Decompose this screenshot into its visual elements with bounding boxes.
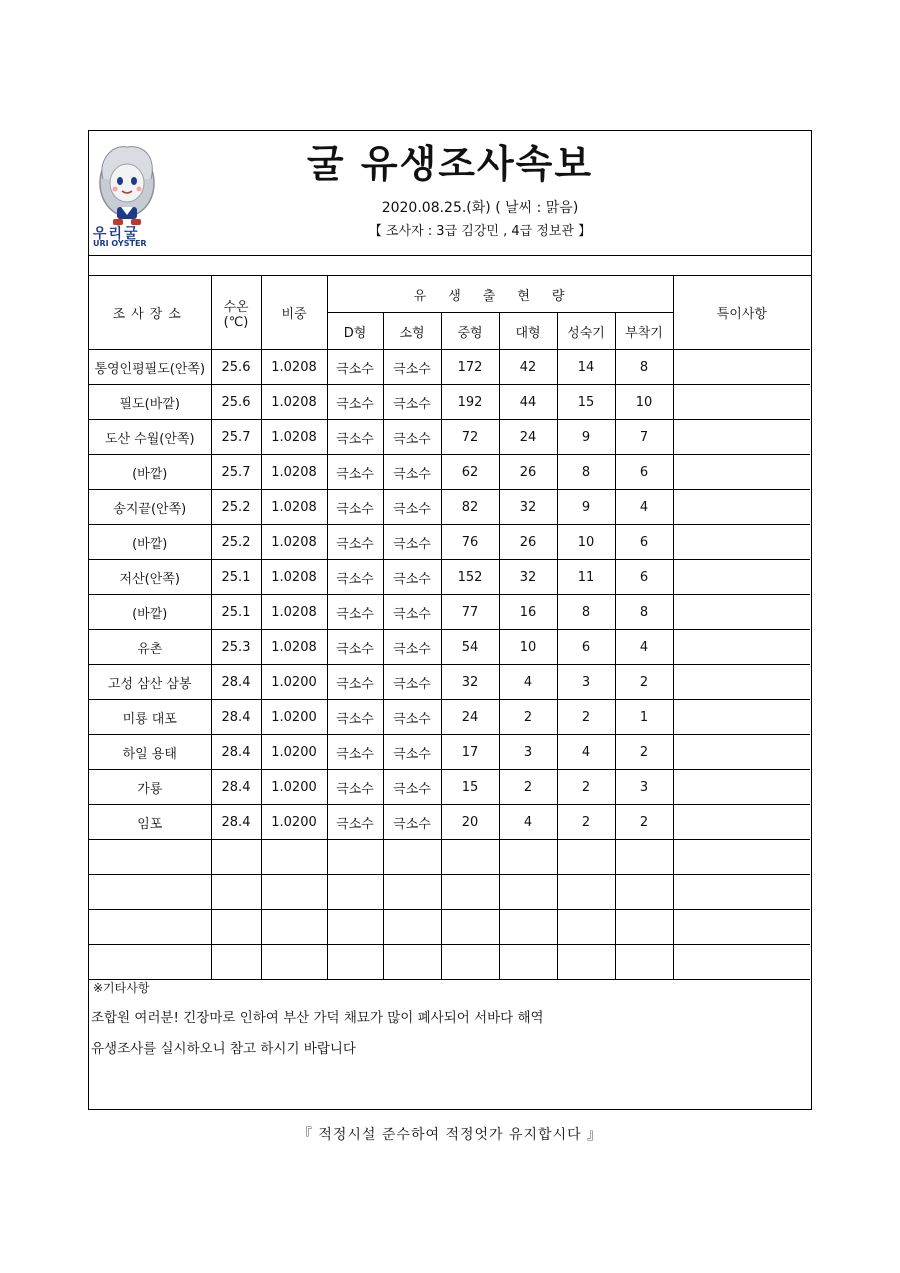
- cell-large: 26: [499, 525, 557, 560]
- cell-gravity: 1.0208: [261, 420, 327, 455]
- page-title: 굴 유생조사속보: [306, 142, 594, 186]
- table-row: [89, 525, 810, 560]
- cell-gravity: 1.0208: [261, 455, 327, 490]
- cell-medium: 15: [441, 770, 499, 805]
- cell-small: 극소수: [383, 525, 441, 560]
- cell-remarks: [673, 875, 810, 910]
- cell-mature: 9: [557, 420, 615, 455]
- cell-gravity: 1.0208: [261, 595, 327, 630]
- cell-temp: 28.4: [211, 735, 261, 770]
- cell-small: 극소수: [383, 385, 441, 420]
- cell-medium: [441, 910, 499, 945]
- cell-d: [327, 910, 383, 945]
- cell-attach: 2: [615, 805, 673, 840]
- table-row: [89, 490, 810, 525]
- cell-location: 통영인평필도(안쪽): [89, 350, 211, 385]
- cell-temp: 25.6: [211, 350, 261, 385]
- cell-mature: [557, 910, 615, 945]
- cell-d: 극소수: [327, 595, 383, 630]
- cell-temp: [211, 875, 261, 910]
- notes-label: ※기타사항: [93, 981, 150, 995]
- cell-attach: 4: [615, 490, 673, 525]
- cell-gravity: 1.0208: [261, 560, 327, 595]
- cell-mature: [557, 945, 615, 980]
- cell-large: 4: [499, 665, 557, 700]
- cell-mature: 2: [557, 700, 615, 735]
- cell-remarks: [673, 595, 810, 630]
- cell-mature: 10: [557, 525, 615, 560]
- notes-section: [89, 976, 811, 1109]
- cell-large: 44: [499, 385, 557, 420]
- cell-remarks: [673, 945, 810, 980]
- cell-temp: 25.2: [211, 525, 261, 560]
- cell-remarks: [673, 770, 810, 805]
- cell-remarks: [673, 735, 810, 770]
- cell-gravity: 1.0200: [261, 735, 327, 770]
- cell-location: [89, 875, 211, 910]
- table-row: [89, 560, 810, 595]
- logo-subtext: URI OYSTER: [93, 239, 147, 248]
- cell-small: 극소수: [383, 770, 441, 805]
- cell-large: 32: [499, 560, 557, 595]
- cell-attach: [615, 875, 673, 910]
- cell-remarks: [673, 525, 810, 560]
- cell-small: 극소수: [383, 420, 441, 455]
- report-frame: [88, 130, 812, 1110]
- cell-small: [383, 840, 441, 875]
- cell-medium: [441, 875, 499, 910]
- cell-remarks: [673, 910, 810, 945]
- cell-attach: 7: [615, 420, 673, 455]
- cell-mature: 6: [557, 630, 615, 665]
- cell-large: 2: [499, 700, 557, 735]
- cell-d: 극소수: [327, 455, 383, 490]
- larvae-table: [89, 276, 810, 980]
- cell-small: [383, 875, 441, 910]
- cell-medium: 77: [441, 595, 499, 630]
- cell-temp: 28.4: [211, 805, 261, 840]
- cell-location: 가룡: [89, 770, 211, 805]
- cell-small: 극소수: [383, 350, 441, 385]
- cell-d: 극소수: [327, 490, 383, 525]
- table-row: [89, 805, 810, 840]
- table-row: [89, 875, 810, 910]
- cell-small: 극소수: [383, 630, 441, 665]
- cell-location: 임포: [89, 805, 211, 840]
- cell-attach: 10: [615, 385, 673, 420]
- report-header: [89, 131, 811, 256]
- cell-large: 16: [499, 595, 557, 630]
- table-row: [89, 595, 810, 630]
- cell-d: 극소수: [327, 735, 383, 770]
- cell-medium: 32: [441, 665, 499, 700]
- cell-large: 24: [499, 420, 557, 455]
- cell-mature: 2: [557, 805, 615, 840]
- cell-attach: 6: [615, 525, 673, 560]
- table-row: [89, 945, 810, 980]
- cell-gravity: [261, 910, 327, 945]
- cell-location: 도산 수월(안쪽): [89, 420, 211, 455]
- cell-d: 극소수: [327, 385, 383, 420]
- cell-small: 극소수: [383, 595, 441, 630]
- cell-d: 극소수: [327, 350, 383, 385]
- cell-mature: 9: [557, 490, 615, 525]
- cell-location: 하일 용태: [89, 735, 211, 770]
- cell-attach: 2: [615, 735, 673, 770]
- cell-location: 저산(안쪽): [89, 560, 211, 595]
- cell-medium: [441, 840, 499, 875]
- cell-temp: [211, 945, 261, 980]
- cell-large: 2: [499, 770, 557, 805]
- cell-medium: 192: [441, 385, 499, 420]
- cell-location: 미룡 대포: [89, 700, 211, 735]
- header-medium: 중형: [441, 313, 499, 350]
- cell-mature: 15: [557, 385, 615, 420]
- cell-mature: 8: [557, 595, 615, 630]
- cell-attach: 8: [615, 350, 673, 385]
- cell-attach: [615, 910, 673, 945]
- cell-medium: 172: [441, 350, 499, 385]
- cell-large: [499, 840, 557, 875]
- cell-gravity: 1.0200: [261, 665, 327, 700]
- cell-location: [89, 910, 211, 945]
- table-row: [89, 630, 810, 665]
- cell-temp: 25.3: [211, 630, 261, 665]
- cell-small: [383, 910, 441, 945]
- cell-location: 송지끝(안쪽): [89, 490, 211, 525]
- header-large: 대형: [499, 313, 557, 350]
- cell-medium: 17: [441, 735, 499, 770]
- cell-location: 필도(바깥): [89, 385, 211, 420]
- cell-attach: 2: [615, 665, 673, 700]
- header-larvae-group: 유생출현량: [327, 276, 673, 313]
- cell-temp: 25.6: [211, 385, 261, 420]
- cell-medium: 82: [441, 490, 499, 525]
- header-mature: 성숙기: [557, 313, 615, 350]
- table-row: [89, 700, 810, 735]
- cell-gravity: [261, 945, 327, 980]
- cell-temp: 25.2: [211, 490, 261, 525]
- cell-attach: 6: [615, 560, 673, 595]
- cell-temp: 28.4: [211, 770, 261, 805]
- cell-temp: [211, 840, 261, 875]
- cell-remarks: [673, 490, 810, 525]
- cell-medium: 76: [441, 525, 499, 560]
- cell-large: [499, 875, 557, 910]
- cell-gravity: 1.0200: [261, 700, 327, 735]
- notes-line-2: 유생조사를 실시하오니 참고 하시기 바랍니다: [91, 1041, 356, 1057]
- cell-large: 3: [499, 735, 557, 770]
- cell-gravity: 1.0208: [261, 350, 327, 385]
- cell-gravity: 1.0208: [261, 630, 327, 665]
- cell-medium: 152: [441, 560, 499, 595]
- logo-text: 우리굴: [93, 226, 140, 242]
- cell-medium: 20: [441, 805, 499, 840]
- header-small: 소형: [383, 313, 441, 350]
- cell-remarks: [673, 805, 810, 840]
- cell-d: 극소수: [327, 700, 383, 735]
- cell-small: 극소수: [383, 735, 441, 770]
- date-weather-line: 2020.08.25.(화) ( 날씨 : 맑음): [381, 200, 579, 216]
- cell-gravity: [261, 840, 327, 875]
- cell-remarks: [673, 350, 810, 385]
- cell-small: 극소수: [383, 455, 441, 490]
- cell-d: 극소수: [327, 630, 383, 665]
- cell-gravity: 1.0208: [261, 525, 327, 560]
- cell-small: 극소수: [383, 805, 441, 840]
- header-gravity: 비중: [261, 276, 327, 350]
- cell-d: 극소수: [327, 665, 383, 700]
- notes-line-1: 조합원 여러분! 긴장마로 인하여 부산 가덕 채묘가 많이 폐사되어 서바다 해역: [91, 1010, 544, 1026]
- cell-mature: 2: [557, 770, 615, 805]
- cell-small: 극소수: [383, 700, 441, 735]
- cell-d: 극소수: [327, 525, 383, 560]
- table-row: [89, 665, 810, 700]
- header-water-temp-line1: 수온: [223, 299, 249, 315]
- header-water-temp: [211, 276, 261, 350]
- cell-large: 4: [499, 805, 557, 840]
- surveyor-line: 【 조사자 : 3급 김강민 , 4급 정보관 】: [368, 224, 592, 239]
- cell-temp: 25.7: [211, 455, 261, 490]
- cell-large: 10: [499, 630, 557, 665]
- cell-d: [327, 945, 383, 980]
- cell-attach: 4: [615, 630, 673, 665]
- table-row: [89, 840, 810, 875]
- table-row: [89, 385, 810, 420]
- cell-remarks: [673, 700, 810, 735]
- cell-gravity: 1.0200: [261, 805, 327, 840]
- cell-mature: [557, 875, 615, 910]
- cell-small: 극소수: [383, 665, 441, 700]
- cell-remarks: [673, 560, 810, 595]
- cell-d: 극소수: [327, 770, 383, 805]
- header-remarks: 특이사항: [673, 276, 810, 350]
- header-d-type: D형: [327, 313, 383, 350]
- spacer-row: [89, 256, 811, 276]
- cell-small: 극소수: [383, 560, 441, 595]
- cell-attach: 1: [615, 700, 673, 735]
- cell-small: 극소수: [383, 490, 441, 525]
- table-row: [89, 455, 810, 490]
- cell-temp: 28.4: [211, 665, 261, 700]
- cell-medium: 24: [441, 700, 499, 735]
- cell-large: 42: [499, 350, 557, 385]
- cell-location: (바깥): [89, 525, 211, 560]
- header-attach: 부착기: [615, 313, 673, 350]
- cell-temp: 28.4: [211, 700, 261, 735]
- cell-mature: 3: [557, 665, 615, 700]
- cell-attach: [615, 945, 673, 980]
- cell-d: [327, 840, 383, 875]
- cell-location: 유촌: [89, 630, 211, 665]
- footer-slogan: 『 적정시설 준수하여 적정엇가 유지합시다 』: [297, 1127, 603, 1143]
- cell-d: [327, 875, 383, 910]
- table-row: [89, 350, 810, 385]
- cell-temp: 25.1: [211, 560, 261, 595]
- cell-location: 고성 삼산 삼봉: [89, 665, 211, 700]
- cell-attach: [615, 840, 673, 875]
- cell-medium: 54: [441, 630, 499, 665]
- cell-remarks: [673, 385, 810, 420]
- cell-remarks: [673, 665, 810, 700]
- cell-mature: [557, 840, 615, 875]
- header-water-temp-line2: (℃): [223, 314, 249, 330]
- cell-gravity: 1.0208: [261, 490, 327, 525]
- cell-large: 26: [499, 455, 557, 490]
- cell-large: [499, 910, 557, 945]
- cell-mature: 11: [557, 560, 615, 595]
- cell-location: (바깥): [89, 595, 211, 630]
- cell-medium: 72: [441, 420, 499, 455]
- table-row: [89, 420, 810, 455]
- cell-mature: 4: [557, 735, 615, 770]
- table-row: [89, 770, 810, 805]
- cell-large: 32: [499, 490, 557, 525]
- cell-temp: 25.7: [211, 420, 261, 455]
- cell-gravity: 1.0208: [261, 385, 327, 420]
- cell-remarks: [673, 455, 810, 490]
- cell-large: [499, 945, 557, 980]
- cell-mature: 8: [557, 455, 615, 490]
- cell-d: 극소수: [327, 420, 383, 455]
- cell-temp: [211, 910, 261, 945]
- cell-location: [89, 945, 211, 980]
- header-row-1: [89, 276, 810, 313]
- cell-gravity: [261, 875, 327, 910]
- cell-attach: 8: [615, 595, 673, 630]
- cell-remarks: [673, 420, 810, 455]
- cell-location: (바깥): [89, 455, 211, 490]
- cell-small: [383, 945, 441, 980]
- cell-temp: 25.1: [211, 595, 261, 630]
- cell-attach: 3: [615, 770, 673, 805]
- table-row: [89, 910, 810, 945]
- cell-d: 극소수: [327, 805, 383, 840]
- cell-remarks: [673, 630, 810, 665]
- cell-location: [89, 840, 211, 875]
- cell-medium: 62: [441, 455, 499, 490]
- cell-medium: [441, 945, 499, 980]
- cell-remarks: [673, 840, 810, 875]
- cell-d: 극소수: [327, 560, 383, 595]
- table-row: [89, 735, 810, 770]
- header-location: 조사장소: [89, 276, 211, 350]
- cell-mature: 14: [557, 350, 615, 385]
- cell-attach: 6: [615, 455, 673, 490]
- cell-gravity: 1.0200: [261, 770, 327, 805]
